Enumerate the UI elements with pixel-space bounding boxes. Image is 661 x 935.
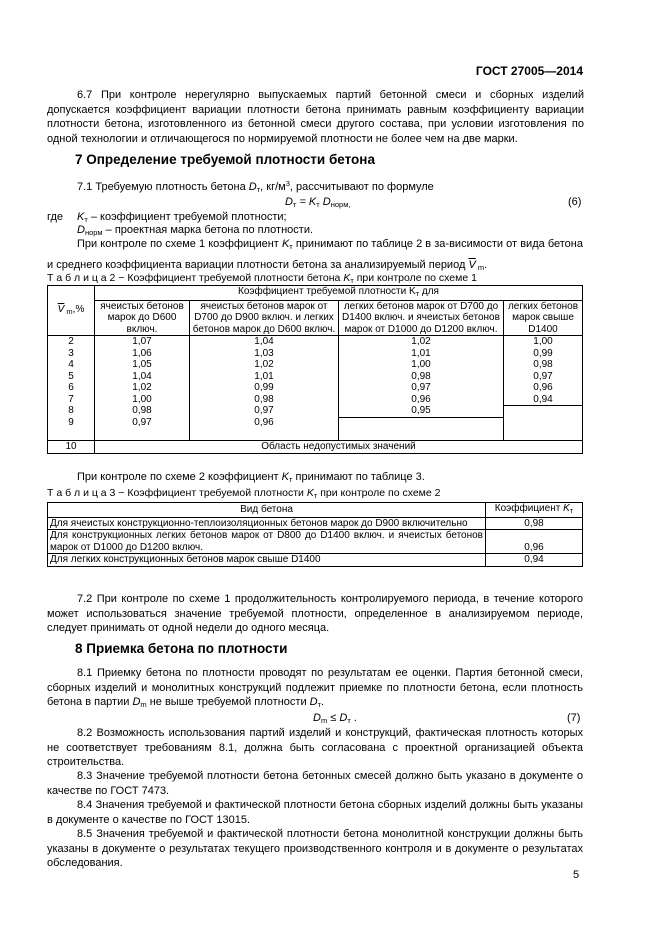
document-code: ГОСТ 27005—2014 bbox=[475, 64, 583, 78]
paragraph-7-1: 7.1 Требуемую плотность бетона $D_т$, $кг/м^3$, рассчитывают по формуле bbox=[77, 179, 434, 194]
formula-6-number: (6) bbox=[568, 196, 582, 208]
table-3-header-coef: Коэффициент $K_т$ bbox=[486, 503, 583, 518]
table-2-col-2: ячеистых бетонов марок от D700 до D900 включ. и легких бетонов марок до D600 включ. bbox=[190, 300, 339, 336]
formula-7: $D_m \le D_т$ . bbox=[313, 712, 357, 725]
table-3-header-kind: Вид бетона bbox=[48, 503, 486, 518]
table-row: Для ячеистых конструкционно-теплоизоляционных бетонов марок до D900 включительно 0,98 bbox=[48, 517, 583, 530]
paragraph-8-1: 8.1 Приемку бетона по плотности проводят по результатам ее оценки. Партия бетонной смеси, сборных изделий и монолитных конструкций подлежит приемке по плотности бетона, если плотность бетона в партии $D_m$ не выше требуемой плотности $D_т$. bbox=[47, 667, 583, 709]
where-label: где bbox=[47, 211, 64, 223]
table-2-invalid-region: Область недопустимых значений bbox=[95, 441, 583, 454]
paragraph-8-4: 8.4 Значения требуемой и фактической плотности бетона сборных изделий должны быть указаны в документе о качестве по ГОСТ 13015. bbox=[47, 799, 583, 826]
where-kt: $K_т$ – коэффициент требуемой плотности; bbox=[77, 211, 287, 224]
table-row: Для конструкционных легких бетонов марок от D800 до D1400 включ. и ячеистых бетонов марок от D1000 до D1200 включ. 0,96 bbox=[48, 530, 583, 554]
section-7-title: 7 Определение требуемой плотности бетона bbox=[75, 152, 375, 167]
table-2-col-2-values: 1,04 1,03 1,02 1,01 0,99 0,98 0,97 0,96 bbox=[190, 336, 339, 441]
paragraph-8-2: 8.2 Возможность использования партий изделий и конструкций, фактическая плотность которых не соответствует требованиям 8.1, должна быть согласована с проектной организацией объекта строительства. bbox=[47, 727, 583, 768]
table-row: Для легких конструкционных бетонов марок свыше D1400 0,94 bbox=[48, 554, 583, 567]
paragraph-scheme-1: При контроле по схеме 1 коэффициент $K_т$ принимают по таблице 2 в за-висимости от вида бетона и среднего коэффициента вариации плотности бетона за анализируемый период $\overline{V}$ $_m$. bbox=[47, 238, 583, 272]
table-2-col-3: легких бетонов марок от D700 до D1400 включ. и ячеистых бетонов марок от D1000 до D1200 включ. bbox=[339, 300, 504, 336]
table-2-col-1: ячеистых бетонов марок до D600 включ. bbox=[95, 300, 190, 336]
formula-6: $D_т = K_т$ $D_{норм,}$ bbox=[285, 196, 351, 209]
table-2-col-4: легких бетонов марок свыше D1400 bbox=[504, 300, 583, 336]
table-3-caption: Т а б л и ц а 3 − Коэффициент требуемой плотности $K_т$ при контроле по схеме 2 bbox=[47, 487, 441, 500]
formula-7-number: (7) bbox=[567, 712, 581, 724]
table-2-col-3-values: 1,02 1,01 1,00 0,98 0,97 0,96 0,95 bbox=[339, 336, 504, 441]
table-2 bbox=[47, 285, 583, 454]
table-2-v-values: 2 3 4 5 6 7 8 9 bbox=[48, 336, 95, 441]
page-number: 5 bbox=[573, 869, 580, 881]
table-2-v-header: $\overline{V}$ $_m$,% bbox=[48, 286, 95, 336]
table-2-col-4-values: 1,00 0,99 0,98 0,97 0,96 0,94 bbox=[504, 336, 583, 441]
table-2-col-1-values: 1,07 1,06 1,05 1,04 1,02 1,00 0,98 0,97 bbox=[95, 336, 190, 441]
paragraph-scheme-2: При контроле по схеме 2 коэффициент $K_т$ принимают по таблице 3. bbox=[77, 471, 425, 484]
where-dnorm: $D_{норм}$ – проектная марка бетона по плотности. bbox=[77, 224, 314, 237]
table-3 bbox=[47, 502, 583, 567]
table-2-v-10: 10 bbox=[48, 441, 95, 454]
paragraph-8-3: 8.3 Значение требуемой плотности бетона бетонных смесей должно быть указано в документе о качестве по ГОСТ 7473. bbox=[47, 770, 583, 797]
paragraph-7-2: 7.2 При контроле по схеме 1 продолжительность контролируемого периода, в течение которого может использоваться значение требуемой плотности, определенное в анализируемом периоде, следует принимать от одной недели до одного месяца. bbox=[47, 593, 583, 634]
table-2-caption: Т а б л и ц а 2 − Коэффициент требуемой плотности бетона $K_т$ при контроле по схеме 1 bbox=[47, 272, 477, 285]
section-8-title: 8 Приемка бетона по плотности bbox=[75, 641, 288, 656]
paragraph-6-7: 6.7 При контроле нерегулярно выпускаемых партий бетонной смеси и сборных изделий допускается коэффициент вариации плотности бетона принимать равным коэффициенту вариации плотности бетона, изготовленного из бетонной смеси другого состава, при условии изготовления по одной технологии и отличающегося по нормируемой плотности не более чем на две марки. bbox=[47, 89, 584, 145]
table-2-group-header: Коэффициент требуемой плотности $K_т$ для bbox=[95, 286, 583, 301]
paragraph-8-5: 8.5 Значения требуемой и фактической плотности бетона монолитной конструкции должны быть указаны в документе о результатах текущего производственного контроля и в документе о результатах обследования. bbox=[47, 828, 583, 869]
